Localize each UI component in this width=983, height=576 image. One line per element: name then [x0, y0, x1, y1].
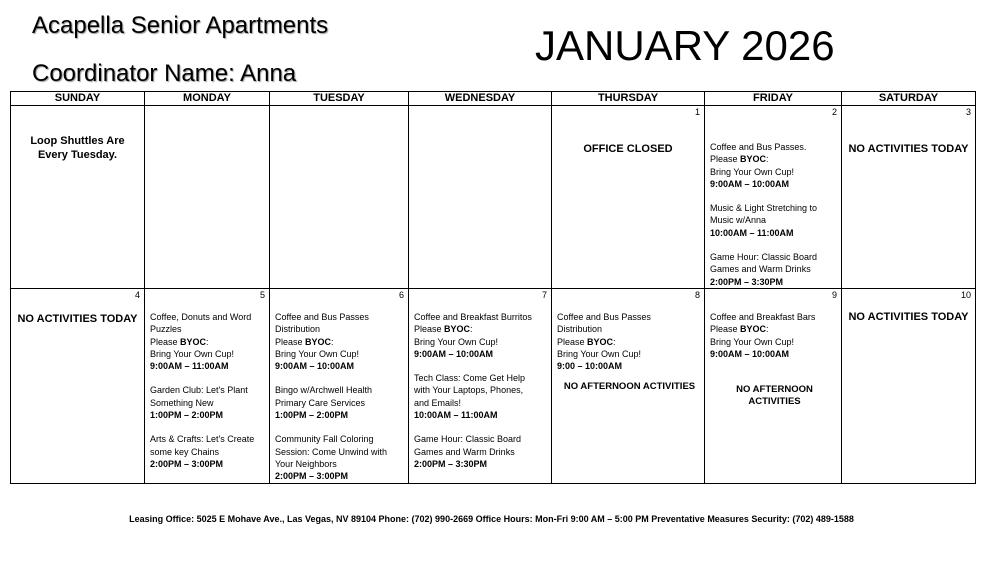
no-activities-label: NO ACTIVITIES TODAY [17, 312, 138, 325]
event-time: 9:00AM – 11:00AM [150, 361, 229, 372]
day-number: 2 [831, 107, 837, 117]
event-title: Coffee and Bus Passes [557, 311, 651, 322]
event-list [552, 289, 704, 372]
event-note: Please BYOC: [275, 336, 334, 347]
event-time: 10:00AM – 11:00AM [414, 410, 498, 421]
day-cell-3 [842, 106, 976, 289]
event-title: Games and Warm Drinks [414, 446, 515, 457]
month-title: JANUARY 2026 [535, 22, 835, 69]
event-title: and Emails! [414, 397, 462, 408]
event-title: Primary Care Services [275, 397, 366, 408]
event-title: Music & Light Stretching to [710, 203, 818, 214]
event-note: Please BYOC: [710, 154, 769, 165]
event-list [270, 289, 408, 483]
week-row-2 [11, 288, 976, 483]
event-title: with Your Laptops, Phones, [414, 385, 524, 396]
event-time: 9:00AM – 10:00AM [275, 361, 355, 372]
event-title: Garden Club: Let's Plant [150, 385, 248, 396]
event-title: Coffee and Bus Passes. [710, 142, 807, 152]
event-title: Puzzles [150, 324, 182, 335]
event-note: Bring Your Own Cup! [275, 348, 360, 359]
weekday-saturday: SATURDAY [842, 92, 976, 106]
event-time: 1:00PM – 2:00PM [150, 410, 224, 421]
day-number: 6 [398, 289, 404, 300]
event-time: 10:00AM – 11:00AM [710, 227, 794, 238]
day-number: 10 [960, 289, 971, 300]
event-note: Bring Your Own Cup! [150, 348, 235, 359]
event-title: Something New [150, 397, 214, 408]
event-list [409, 289, 551, 470]
event-title: Music w/Anna [710, 215, 767, 226]
event-note: Please BYOC: [557, 336, 616, 347]
event-title: some key Chains [150, 446, 220, 457]
event-title: Coffee and Breakfast Bars [710, 311, 816, 322]
no-activities-label: NO ACTIVITIES TODAY [848, 143, 969, 155]
event-title: Community Fall Coloring [275, 434, 374, 445]
event-time: 2:00PM – 3:30PM [710, 276, 784, 287]
day-number: 5 [259, 289, 265, 300]
day-cell-empty [145, 106, 270, 289]
day-cell-9 [705, 288, 842, 483]
event-title: Games and Warm Drinks [710, 264, 811, 275]
no-afternoon-note: NO AFTERNOON ACTIVITIES [563, 381, 696, 393]
weekday-monday: MONDAY [145, 92, 270, 106]
weekday-header-row [11, 92, 976, 106]
weekday-tuesday: TUESDAY [270, 92, 409, 106]
day-number: 9 [831, 289, 837, 300]
shuttle-note: Loop Shuttles Are Every Tuesday. [30, 135, 125, 161]
week-row-1 [11, 106, 976, 289]
event-title: Bingo w/Archwell Health [275, 385, 373, 396]
office-info-footer: Leasing Office: 5025 E Mohave Ave., Las Vegas, NV 89104 Phone: (702) 990-2669 Office Hours: Mon-Fri 9:00 AM – 5:00 PM Preventative Measures Security: (702) 489-1588 [129, 514, 854, 524]
event-time: 2:00PM – 3:00PM [275, 471, 349, 482]
event-list [705, 289, 841, 360]
event-note: Bring Your Own Cup! [710, 166, 795, 177]
event-note: Bring Your Own Cup! [557, 348, 642, 359]
day-cell-10 [842, 288, 976, 483]
event-title: Coffee and Bus Passes [275, 311, 369, 322]
event-title: Game Hour: Classic Board [710, 252, 818, 263]
event-title: Your Neighbors [275, 458, 337, 469]
organization-name: Acapella Senior Apartments [32, 12, 329, 39]
event-list [145, 289, 269, 470]
event-time: 1:00PM – 2:00PM [275, 410, 349, 421]
event-title: Distribution [275, 324, 321, 335]
day-number: 3 [965, 107, 971, 117]
day-cell-6 [270, 288, 409, 483]
day-cell-1 [552, 106, 705, 289]
day-number: 1 [694, 107, 700, 117]
weekday-friday: FRIDAY [705, 92, 842, 106]
day-cell-4 [11, 288, 145, 483]
event-title: Session: Come Unwind with [275, 446, 388, 457]
event-title: Tech Class: Come Get Help [414, 373, 526, 384]
event-note: Please BYOC: [710, 324, 769, 335]
event-time: 9:00AM – 10:00AM [710, 348, 790, 359]
office-closed-label: OFFICE CLOSED [583, 143, 673, 155]
event-title: Coffee and Breakfast Burritos [414, 311, 532, 322]
day-cell-8 [552, 288, 705, 483]
event-time: 2:00PM – 3:00PM [150, 458, 224, 469]
event-note: Bring Your Own Cup! [710, 336, 795, 347]
weekday-sunday: SUNDAY [11, 92, 145, 106]
day-cell-7 [409, 288, 552, 483]
weekday-thursday: THURSDAY [552, 92, 705, 106]
day-cell-empty-sunday [11, 106, 145, 289]
event-note: Please BYOC: [414, 324, 473, 335]
event-note: Please BYOC: [150, 336, 209, 347]
day-number: 8 [694, 289, 700, 300]
event-time: 9:00AM – 10:00AM [710, 178, 790, 189]
event-title: Arts & Crafts: Let's Create [150, 434, 255, 445]
day-cell-5 [145, 288, 270, 483]
event-title: Coffee, Donuts and Word [150, 311, 252, 322]
weekday-wednesday: WEDNESDAY [409, 92, 552, 106]
event-title: Distribution [557, 324, 603, 335]
event-time: 9:00 – 10:00AM [557, 361, 623, 372]
no-afternoon-note: NO AFTERNOON ACTIVITIES [736, 384, 813, 408]
no-activities-label: NO ACTIVITIES TODAY [848, 310, 969, 323]
event-note: Bring Your Own Cup! [414, 336, 499, 347]
day-cell-empty [409, 106, 552, 289]
event-list [705, 106, 841, 288]
day-number: 4 [134, 289, 140, 300]
event-title: Game Hour: Classic Board [414, 434, 522, 445]
event-time: 2:00PM – 3:30PM [414, 458, 488, 469]
event-time: 9:00AM – 10:00AM [414, 348, 494, 359]
calendar-grid [10, 91, 976, 484]
day-cell-empty [270, 106, 409, 289]
day-cell-2 [705, 106, 842, 289]
coordinator-name: Coordinator Name: Anna [32, 60, 297, 87]
day-number: 7 [541, 289, 547, 300]
